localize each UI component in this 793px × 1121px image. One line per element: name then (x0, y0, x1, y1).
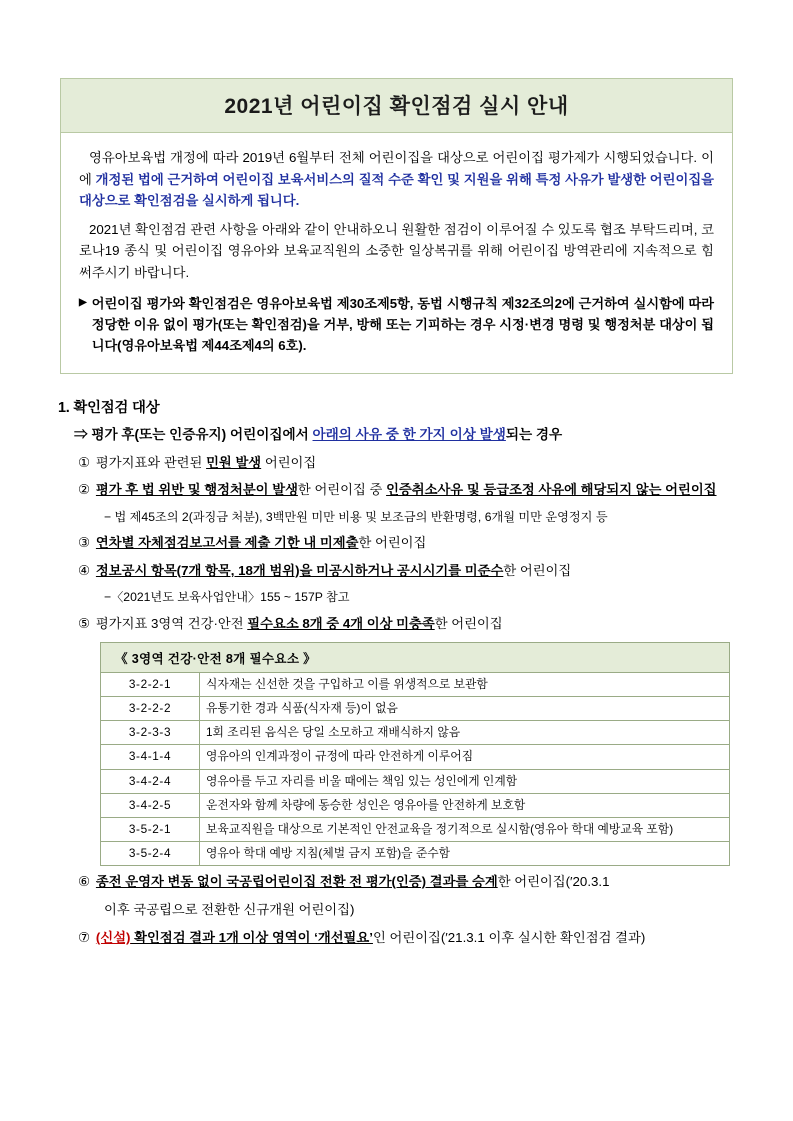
criteria-pre-text: 평가 후(또는 인증유지) 어린이집에서 (91, 426, 313, 442)
intro-paragraph-1 (79, 147, 714, 212)
required-elements-table (100, 642, 730, 866)
table-row (101, 745, 730, 769)
table-cell-code: 3-4-1-4 (101, 745, 200, 769)
intro-box (60, 133, 733, 374)
item2-text-b: 한 어린이집 중 (297, 482, 387, 498)
table-row (101, 841, 730, 865)
list-item-body (96, 561, 737, 582)
intro-p1-part-b: 개정된 법에 근거하여 어린이집 보육서비스의 질적 수준 확인 및 지원을 위해 특정 사유가 발생한 어린이집을 대상으로 확인점검을 실시하게 됩니다. (79, 171, 715, 209)
table-cell-code: 3-2-3-3 (101, 721, 200, 745)
table-body (101, 673, 730, 866)
table-row (101, 769, 730, 793)
table-cell-desc: 영유아 학대 예방 지침(체벌 금지 포함)을 준수함 (200, 841, 730, 865)
item2-dash-note: − 법 제45조의 2(과징금 처분), 3백만원 미만 비용 및 보조금의 반환명령, 6개월 미만 운영정지 등 (104, 509, 608, 524)
item4-dash-note: −〈2021년도 보육사업안내〉155 ~ 157P 참고 (104, 590, 350, 605)
page-title: 2021년 어린이집 확인점검 실시 안내 (224, 95, 569, 118)
item1-text-b: 민원 발생 (206, 454, 262, 470)
list-item (78, 453, 737, 474)
table-cell-code: 3-4-2-4 (101, 769, 200, 793)
intro-paragraph-2: 2021년 확인점검 관련 사항을 아래와 같이 안내하오니 원활한 점검이 이루어질 수 있도록 협조 부탁드리며, 코로나19 종식 및 어린이집 영유아와 보육교직원의 소중한 일상복귀를 위해 어린이집 방역관리에 지속적으로 힘써주시기 바랍니다. (79, 221, 714, 280)
item6-text-b: 한 어린이집(′20.3.1 (497, 873, 610, 889)
list-item-number: ① (78, 454, 90, 470)
list-item-body (96, 614, 737, 635)
arrow-marker-icon: ⇒ (74, 426, 88, 442)
criteria-emphasis: 아래의 사유 중 한 가지 이상 발생 (312, 426, 506, 442)
intro-legal-note-text: 어린이집 평가와 확인점검은 영유아보육법 제30조제5항, 동법 시행규칙 제32조의2에 근거하여 실시함에 따라 정당한 이유 없이 평가(또는 확인점검)을 거부, 방해 또는 기피하는 경우 시정·변경 명령 및 행정처분 대상이 됩니다(영유아보육법 제44조제4의 6호). (91, 296, 714, 354)
table-cell-desc: 영유아의 인계과정이 규정에 따라 안전하게 이루어짐 (200, 745, 730, 769)
table-cell-code: 3-2-2-2 (101, 697, 200, 721)
table-row (101, 721, 730, 745)
document-title-bar (60, 78, 733, 133)
list-item-number: ⑥ (78, 873, 90, 889)
item3-text-a: 연차별 자체점검보고서를 제출 기한 내 미제출 (95, 535, 359, 551)
list-item (78, 872, 737, 893)
item2-text-a: 평가 후 법 위반 및 행정처분이 발생 (95, 482, 298, 498)
list-item-number: ④ (78, 562, 90, 578)
list-item-number: ⑦ (78, 930, 90, 946)
table-cell-code: 3-5-2-4 (101, 841, 200, 865)
table-row (101, 817, 730, 841)
item7-text-b: 인 어린이집(′21.3.1 이후 실시한 확인점검 결과) (372, 930, 646, 946)
list-item (78, 533, 737, 554)
table-cell-code: 3-2-2-1 (101, 673, 200, 697)
list-item-body (96, 453, 737, 474)
item5-text-b: 필수요소 8개 중 4개 이상 미충족 (247, 615, 435, 631)
list-item-body (96, 928, 737, 949)
table-caption: 《 3영역 건강·안전 8개 필수요소 》 (100, 642, 730, 672)
list-item (78, 928, 737, 949)
section-1-heading: 1. 확인점검 대상 (58, 399, 160, 416)
list-item (78, 561, 737, 582)
list-item-number: ⑤ (78, 615, 90, 631)
required-elements-table-wrap (100, 642, 730, 866)
list-item-number: ② (78, 482, 90, 498)
item4-text-b: 한 어린이집 (503, 562, 572, 578)
table-cell-desc: 보육교직원을 대상으로 기본적인 안전교육을 정기적으로 실시함(영유아 학대 예방교육 포함) (200, 817, 730, 841)
item5-text-a: 평가지표 3영역 건강·안전 (95, 615, 248, 631)
intro-p1-part-a: 영유아보육법 개정에 따라 2019년 6월부터 전체 어린이집을 대상으로 어린이집 평가제가 시행되었습니다. 이에 (79, 150, 714, 187)
item6-text-a: 종전 운영자 변동 없이 국공립어린이집 전환 전 평가(인증) 결과를 승계 (95, 873, 498, 889)
item4-text-a: 정보공시 항목(7개 항목, 18개 범위)을 미공시하거나 공시시기를 미준수 (95, 562, 504, 578)
item2-text-c: 인증취소사유 및 등급조정 사유에 해당되지 않는 어린이집 (386, 482, 717, 498)
table-cell-desc: 영유아를 두고 자리를 비울 때에는 책임 있는 성인에게 인계함 (200, 769, 730, 793)
item3-text-b: 한 어린이집 (358, 535, 427, 551)
item5-text-c: 한 어린이집 (434, 615, 503, 631)
item1-text-c: 어린이집 (261, 454, 317, 470)
list-item-body (96, 872, 737, 893)
table-cell-desc: 유통기한 경과 식품(식자재 등)이 없음 (200, 697, 730, 721)
table-cell-desc: 식자재는 신선한 것을 구입하고 이를 위생적으로 보관함 (200, 673, 730, 697)
list-item-body (96, 480, 737, 501)
item6-continuation: 이후 국공립으로 전환한 신규개원 어린이집) (104, 901, 355, 917)
table-cell-code: 3-4-2-5 (101, 793, 200, 817)
section-1-criteria-line (74, 423, 737, 443)
list-item (78, 614, 737, 635)
intro-legal-note (79, 293, 714, 356)
table-cell-code: 3-5-2-1 (101, 817, 200, 841)
item7-new-tag: (신설) (95, 930, 131, 946)
item7-text-a: 확인점검 결과 1개 이상 영역이 ‘개선필요’ (130, 930, 373, 946)
list-item (78, 480, 737, 501)
triangle-bullet-icon: ▶ (79, 297, 87, 309)
item1-text-a: 평가지표와 관련된 (95, 454, 207, 470)
table-cell-desc: 운전자와 함께 차량에 동승한 성인은 영유아를 안전하게 보호함 (200, 793, 730, 817)
list-item-body (96, 533, 737, 554)
criteria-post-text: 되는 경우 (505, 426, 563, 442)
table-row (101, 793, 730, 817)
table-row (101, 673, 730, 697)
table-row (101, 697, 730, 721)
list-item-number: ③ (78, 535, 90, 551)
table-cell-desc: 1회 조리된 음식은 당일 소모하고 재배식하지 않음 (200, 721, 730, 745)
